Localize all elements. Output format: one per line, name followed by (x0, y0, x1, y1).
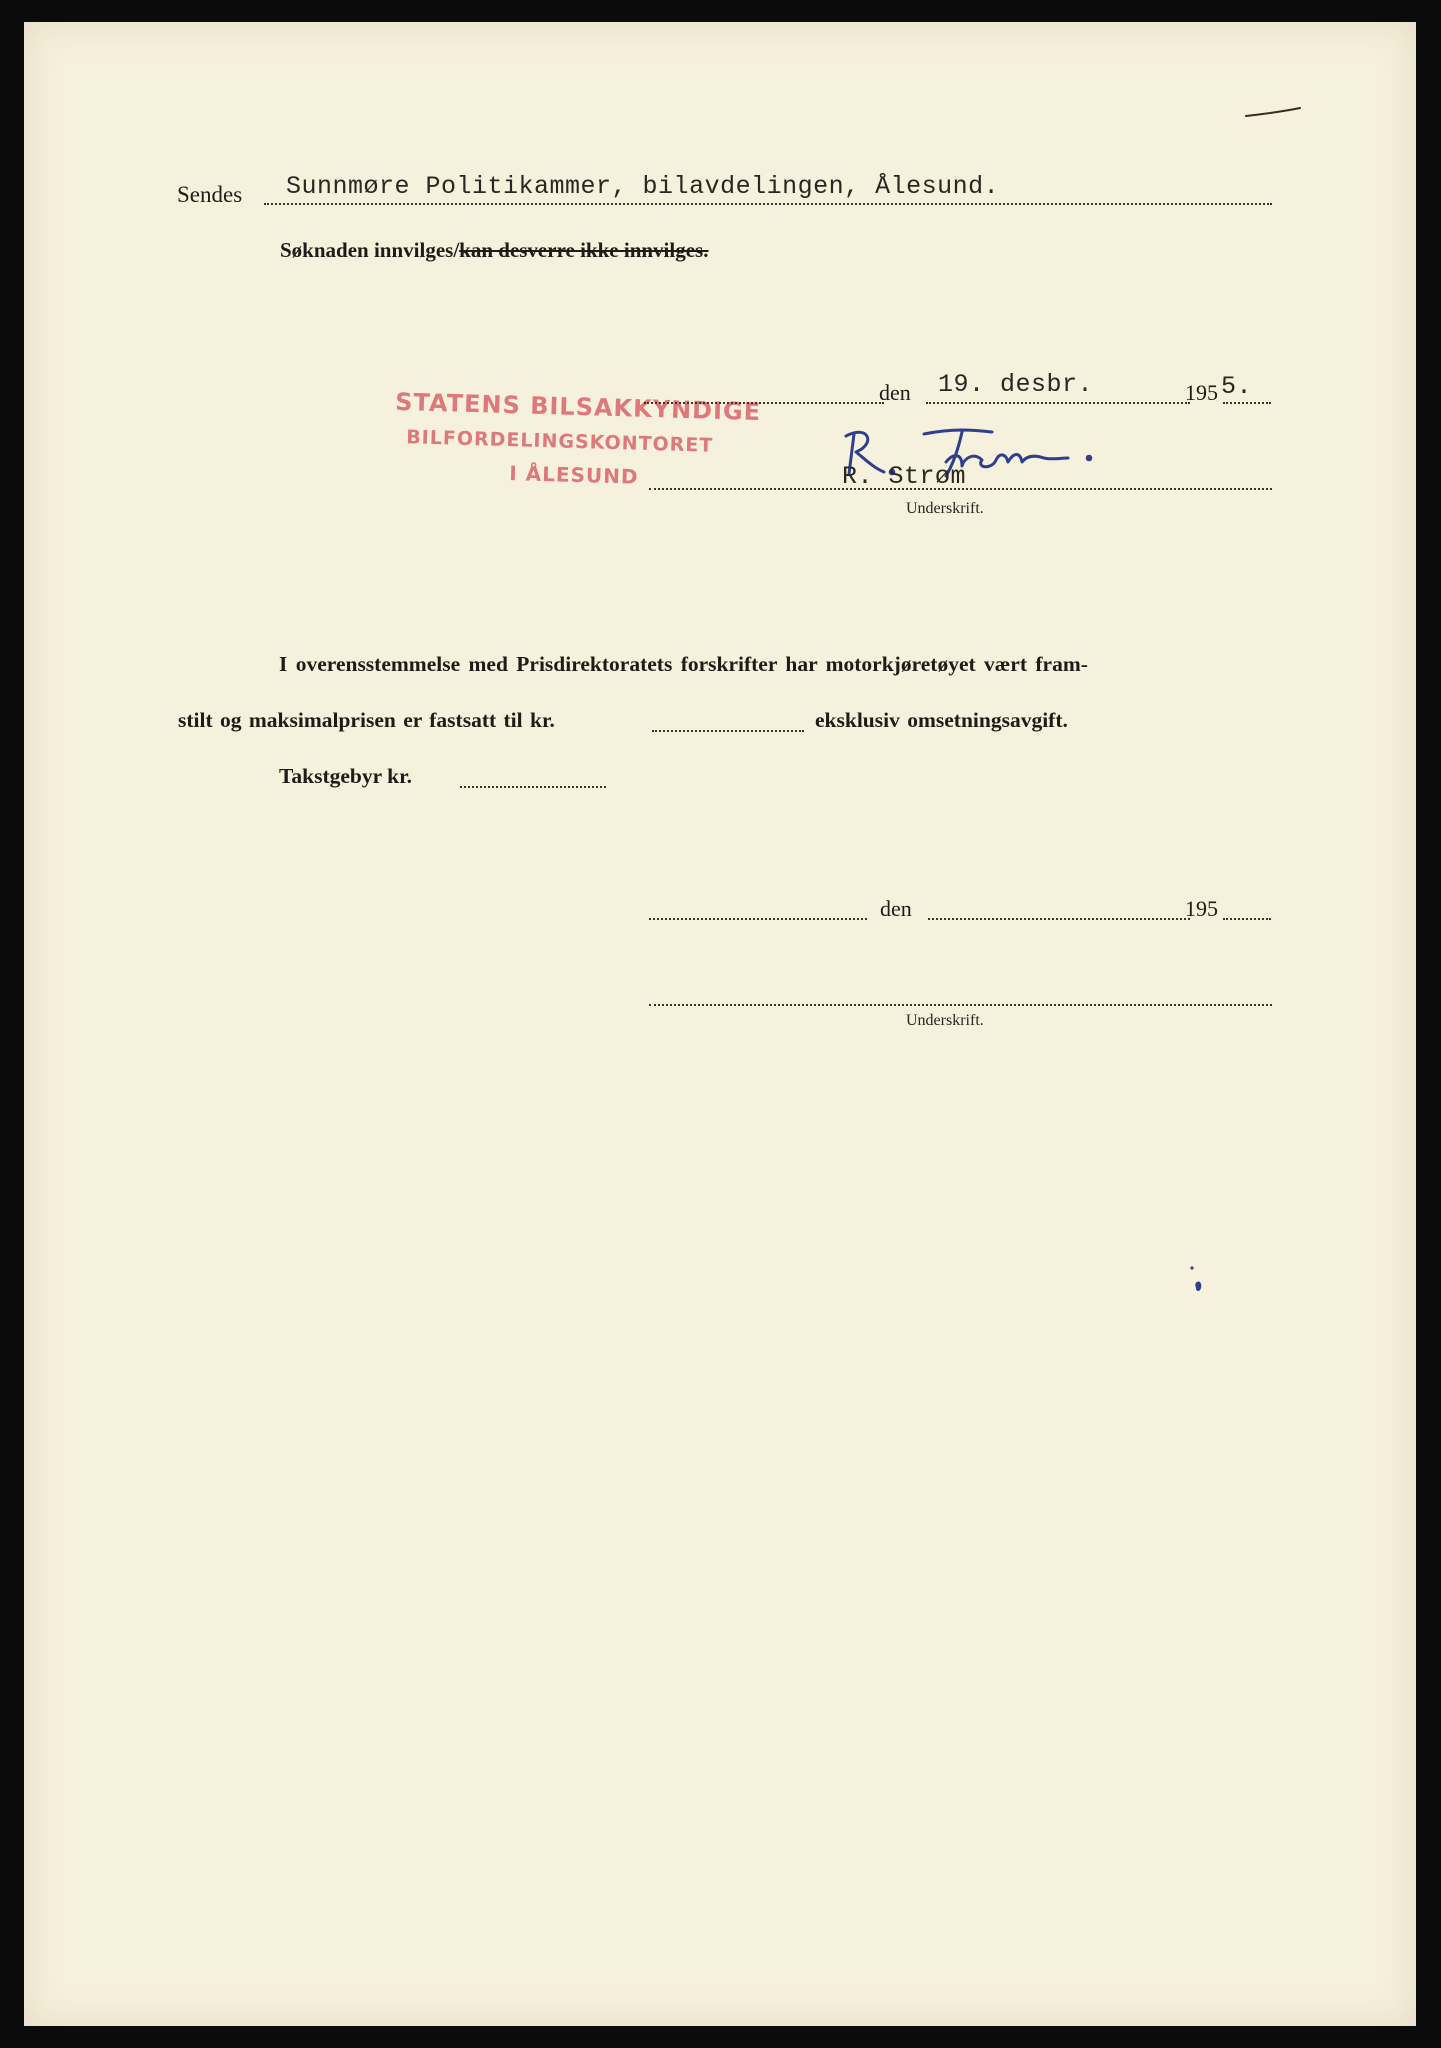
year-dotted-line-2 (1223, 918, 1271, 920)
soknad-granted: Søknaden innvilges/ (280, 238, 460, 262)
den-label-2: den (880, 896, 912, 921)
year-prefix-2: 195 (1185, 896, 1218, 921)
fee-dotted-line (460, 786, 606, 788)
sendes-dotted-line (264, 203, 1272, 205)
sendes-value: Sunnmøre Politikammer, bilavdelingen, Ålesund. (286, 172, 1000, 201)
price-sentence-line-1: I overensstemmelse med Prisdirektoratets forskrifter har motorkjøretøyet vært fram- (279, 652, 1088, 676)
year-prefix-1: 195 (1185, 380, 1218, 405)
stamp-line-3: I ÅLESUND (508, 461, 639, 489)
place-dotted-line-2 (649, 918, 867, 920)
signature-caption-2: Underskrift. (906, 1012, 984, 1029)
year-suffix-1: 5. (1221, 372, 1253, 401)
fee-label: Takstgebyr kr. (279, 764, 413, 788)
ink-blot (1184, 1262, 1214, 1302)
office-stamp (383, 388, 846, 511)
soknad-denied-struck: kan desverre ikke innvilges. (459, 238, 709, 262)
date-dotted-line-1 (926, 402, 1190, 404)
sendes-label: Sendes (177, 182, 243, 207)
date-dotted-line-2 (928, 918, 1190, 920)
stamp-line-2: BILFORDELINGSKONTORET (405, 426, 714, 457)
stamp-line-1: STATENS BILSAKKYNDIGE (394, 387, 762, 427)
place-dotted-line-1 (644, 402, 884, 404)
signature-caption-1: Underskrift. (906, 500, 984, 517)
typed-signer-name: R. Strøm (842, 462, 967, 491)
bleed-through-text (1054, 140, 1065, 170)
price-sentence-line-2a: stilt og maksimalprisen er fastsatt til kr. (178, 708, 555, 732)
price-dotted-line (652, 730, 804, 732)
price-sentence-line-2b: eksklusiv omsetningsavgift. (815, 708, 1068, 732)
den-label-1: den (879, 380, 911, 405)
date-value-1: 19. desbr. (938, 370, 1094, 399)
signature-dotted-line-2 (649, 1004, 1272, 1006)
document-page (24, 22, 1416, 2026)
ink-mark-top-right (1244, 102, 1304, 122)
year-dotted-line-1 (1223, 402, 1271, 404)
soknad-line (280, 238, 708, 263)
